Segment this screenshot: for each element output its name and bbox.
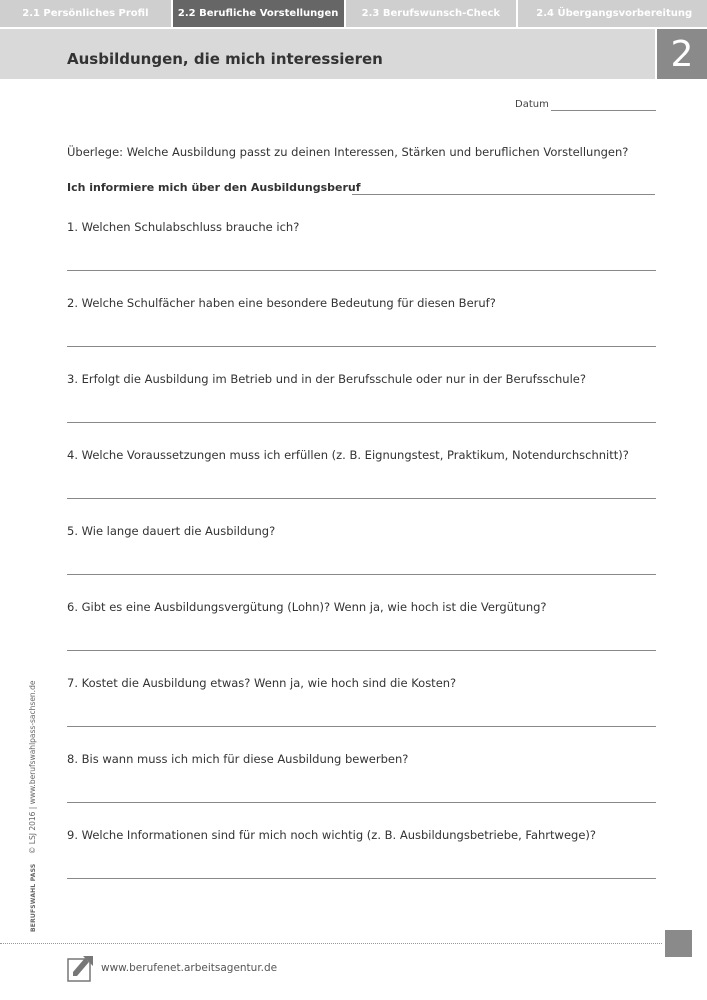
corner-marker	[665, 930, 692, 957]
side-credit	[28, 681, 37, 932]
tab-berufliche-vorstellungen[interactable]: 2.2 Berufliche Vorstellungen	[173, 0, 344, 27]
question-9: 9. Welche Informationen sind für mich noch wichtig (z. B. Ausbildungsbetriebe, Fahrtwege)?	[67, 828, 596, 842]
answer-line-5[interactable]	[67, 574, 656, 575]
question-5: 5. Wie lange dauert die Ausbildung?	[67, 524, 276, 538]
brand-logo: BERUFSWAHL PASS	[30, 863, 37, 932]
question-6: 6. Gibt es eine Ausbildungsvergütung (Lohn)? Wenn ja, wie hoch ist die Vergütung?	[67, 600, 547, 614]
tab-berufswunsch-check[interactable]: 2.3 Berufswunsch-Check	[346, 0, 517, 27]
intro-text: Überlege: Welche Ausbildung passt zu deinen Interessen, Stärken und beruflichen Vorstellungen?	[67, 145, 629, 159]
info-label: Ich informiere mich über den Ausbildungsberuf	[67, 181, 361, 194]
chapter-number: 2	[657, 29, 707, 79]
answer-line-3[interactable]	[67, 422, 656, 423]
date-input-line[interactable]	[551, 110, 656, 111]
date-label: Datum	[515, 99, 549, 110]
question-3: 3. Erfolgt die Ausbildung im Betrieb und in der Berufsschule oder nur in der Berufsschule?	[67, 372, 586, 386]
section-tabs	[0, 0, 707, 27]
copyright-text: © LSJ 2016 | www.berufswahlpass-sachsen.de	[28, 680, 37, 855]
answer-line-8[interactable]	[67, 802, 656, 803]
question-1: 1. Welchen Schulabschluss brauche ich?	[67, 220, 300, 234]
external-link-icon	[67, 954, 95, 982]
occupation-input-line[interactable]	[352, 194, 655, 195]
tab-uebergangsvorbereitung[interactable]: 2.4 Übergangsvorbereitung	[518, 0, 707, 27]
footer-link[interactable]: www.berufenet.arbeitsagentur.de	[101, 962, 278, 974]
answer-line-7[interactable]	[67, 726, 656, 727]
answer-line-6[interactable]	[67, 650, 656, 651]
answer-line-4[interactable]	[67, 498, 656, 499]
answer-line-9[interactable]	[67, 878, 656, 879]
footer-divider	[0, 943, 662, 944]
answer-line-1[interactable]	[67, 270, 656, 271]
question-7: 7. Kostet die Ausbildung etwas? Wenn ja, wie hoch sind die Kosten?	[67, 676, 457, 690]
page-title: Ausbildungen, die mich interessieren	[67, 50, 383, 68]
question-2: 2. Welche Schulfächer haben eine besondere Bedeutung für diesen Beruf?	[67, 296, 496, 310]
tab-persoenliches-profil[interactable]: 2.1 Persönliches Profil	[0, 0, 171, 27]
answer-line-2[interactable]	[67, 346, 656, 347]
question-4: 4. Welche Voraussetzungen muss ich erfüllen (z. B. Eignungstest, Praktikum, Notendurchschnitt)?	[67, 448, 629, 462]
question-8: 8. Bis wann muss ich mich für diese Ausbildung bewerben?	[67, 752, 409, 766]
